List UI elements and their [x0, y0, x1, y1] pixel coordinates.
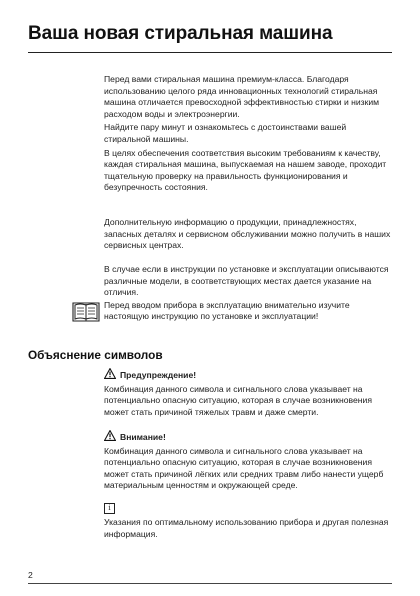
page-number: 2: [28, 570, 33, 580]
footer-divider: [28, 583, 392, 584]
read-manual-paragraph: Перед вводом прибора в эксплуатацию внимательно изучите настоящую инструкцию по установке и эксплуатации!: [104, 299, 350, 322]
warning-header: [104, 368, 394, 383]
symbols-heading: Объяснение символов: [28, 348, 163, 362]
intro-section: [104, 74, 394, 194]
models-note-paragraph: В случае если в инструкции по установке и эксплуатации описываются различные модели, в соответствующих местах дается указание на отличия.: [104, 264, 389, 298]
intro-paragraph-1: Перед вами стиральная машина премиум-класса. Благодаря использованию целого ряда инновационных технологий стиральная машина отличается превосходной эффективностью стирки и низким расходом воды и электроэнергии.: [104, 74, 380, 119]
additional-info-section: [104, 217, 394, 252]
caution-text: Комбинация данного символа и сигнального слова указывает на потенциально опасную ситуацию, которая в случае возникновения может стать причиной лёгких или средних травм либо нанести ущерб материальным ценностям и окружающей среде.: [104, 445, 384, 491]
intro-paragraph-3: В целях обеспечения соответствия высоким требованиям к качеству, каждая стиральная машина, выпускаемая на нашем заводе, проходит тщательную проверку на правильность функционирования и безупречность состояния.: [104, 147, 387, 193]
warning-label: Предупреждение!: [120, 369, 197, 380]
intro-paragraph-2: Найдите пару минут и ознакомьтесь с достоинствами вашей стиральной машины.: [104, 122, 347, 144]
title-divider: [28, 52, 392, 53]
warning-block: [104, 368, 394, 418]
info-block: [104, 502, 394, 540]
open-book-icon: [72, 301, 100, 328]
notes-section: [104, 264, 394, 323]
warning-text: Комбинация данного символа и сигнального слова указывает на потенциально опасную ситуацию, которая в случае возникновения может стать причиной тяжелых травм и даже смерти.: [104, 383, 372, 417]
warning-triangle-icon: [104, 368, 120, 383]
caution-header: [104, 430, 394, 445]
info-text: Указания по оптимальному использованию прибора и другая полезная информация.: [104, 517, 389, 539]
caution-block: [104, 430, 394, 492]
caution-triangle-icon: [104, 430, 120, 445]
page-title: Ваша новая стиральная машина: [28, 23, 333, 44]
caution-label: Внимание!: [120, 431, 166, 442]
info-icon: i: [104, 503, 115, 514]
additional-info-paragraph: Дополнительную информацию о продукции, принадлежностях, запасных деталях и сервисном обслуживании можно получить в наших сервисных центрах.: [104, 217, 391, 251]
